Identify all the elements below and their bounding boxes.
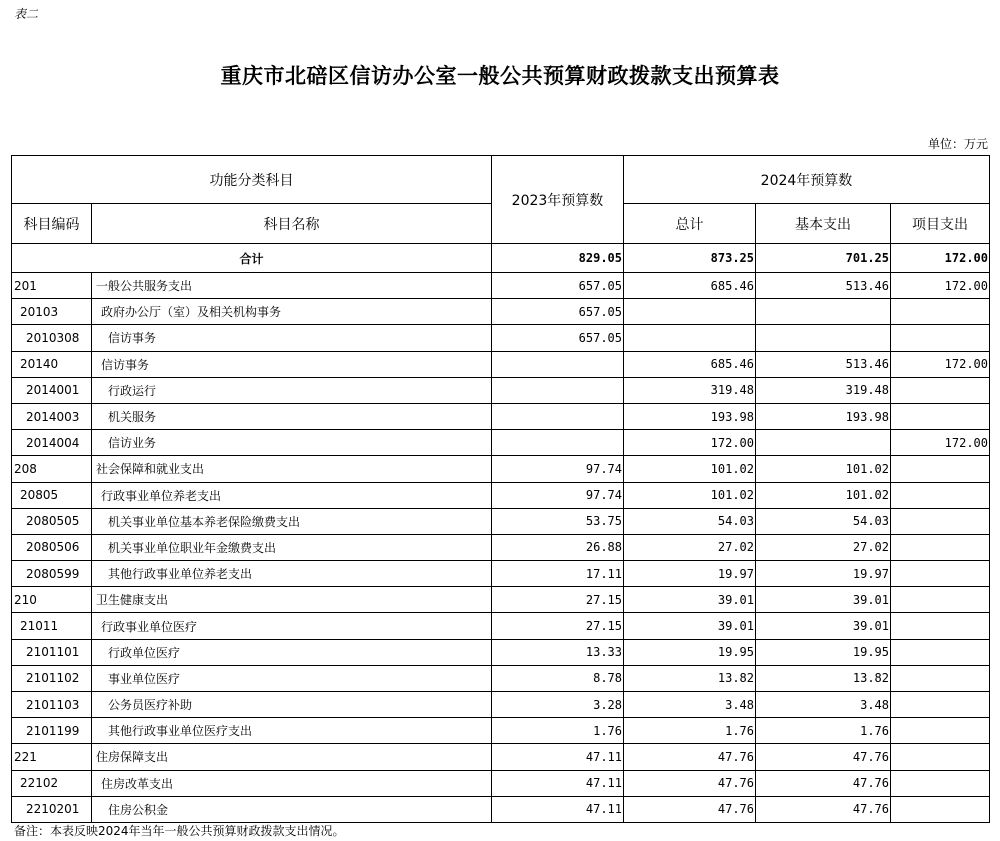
row-project xyxy=(891,770,990,796)
row-basic: 47.76 xyxy=(756,770,891,796)
table-row xyxy=(12,273,990,299)
row-code: 210 xyxy=(12,587,92,613)
row-total: 39.01 xyxy=(624,613,756,639)
row-basic xyxy=(756,299,891,325)
row-total: 172.00 xyxy=(624,430,756,456)
row-project xyxy=(891,665,990,691)
table-row xyxy=(12,692,990,718)
row-total: 685.46 xyxy=(624,351,756,377)
table-row xyxy=(12,718,990,744)
row-b2023: 657.05 xyxy=(492,273,624,299)
row-name: 行政单位医疗 xyxy=(92,639,492,665)
row-name: 信访业务 xyxy=(92,430,492,456)
row-project xyxy=(891,534,990,560)
row-b2023: 17.11 xyxy=(492,561,624,587)
row-name: 信访事务 xyxy=(92,351,492,377)
row-name: 行政运行 xyxy=(92,377,492,403)
total-basic: 701.25 xyxy=(756,244,891,273)
total-b2023: 829.05 xyxy=(492,244,624,273)
row-basic: 54.03 xyxy=(756,508,891,534)
row-total: 685.46 xyxy=(624,273,756,299)
row-name: 住房公积金 xyxy=(92,796,492,822)
header-name: 科目名称 xyxy=(92,204,492,244)
row-project xyxy=(891,613,990,639)
row-code: 2080506 xyxy=(12,534,92,560)
total-project: 172.00 xyxy=(891,244,990,273)
table-row xyxy=(12,770,990,796)
row-b2023: 27.15 xyxy=(492,613,624,639)
row-basic: 513.46 xyxy=(756,273,891,299)
row-basic: 39.01 xyxy=(756,587,891,613)
row-b2023 xyxy=(492,351,624,377)
row-name: 信访事务 xyxy=(92,325,492,351)
row-b2023: 27.15 xyxy=(492,587,624,613)
row-code: 2014003 xyxy=(12,403,92,429)
table-row xyxy=(12,796,990,822)
row-total: 101.02 xyxy=(624,482,756,508)
row-total: 193.98 xyxy=(624,403,756,429)
row-total: 19.97 xyxy=(624,561,756,587)
row-code: 2101199 xyxy=(12,718,92,744)
table-row xyxy=(12,561,990,587)
row-project xyxy=(891,639,990,665)
row-name: 卫生健康支出 xyxy=(92,587,492,613)
row-name: 行政事业单位养老支出 xyxy=(92,482,492,508)
row-basic: 47.76 xyxy=(756,744,891,770)
table-row xyxy=(12,482,990,508)
row-total: 39.01 xyxy=(624,587,756,613)
row-code: 2010308 xyxy=(12,325,92,351)
row-b2023: 97.74 xyxy=(492,482,624,508)
header-total: 总计 xyxy=(624,204,756,244)
row-b2023: 13.33 xyxy=(492,639,624,665)
row-b2023: 8.78 xyxy=(492,665,624,691)
page-title: 重庆市北碚区信访办公室一般公共预算财政拨款支出预算表 xyxy=(220,64,780,88)
table-row xyxy=(12,403,990,429)
row-b2023: 26.88 xyxy=(492,534,624,560)
table-row xyxy=(12,377,990,403)
table-row xyxy=(12,430,990,456)
row-total: 47.76 xyxy=(624,770,756,796)
row-code: 2014004 xyxy=(12,430,92,456)
header-project: 项目支出 xyxy=(891,204,990,244)
row-basic: 27.02 xyxy=(756,534,891,560)
row-code: 21011 xyxy=(12,613,92,639)
row-project xyxy=(891,377,990,403)
row-name: 行政事业单位医疗 xyxy=(92,613,492,639)
table-row xyxy=(12,665,990,691)
row-project: 172.00 xyxy=(891,273,990,299)
row-total: 19.95 xyxy=(624,639,756,665)
row-basic: 101.02 xyxy=(756,456,891,482)
row-project xyxy=(891,796,990,822)
header-budget-2024: 2024年预算数 xyxy=(624,156,990,204)
row-b2023: 47.11 xyxy=(492,796,624,822)
header-basic: 基本支出 xyxy=(756,204,891,244)
row-code: 20140 xyxy=(12,351,92,377)
table-row xyxy=(12,534,990,560)
row-total: 319.48 xyxy=(624,377,756,403)
row-name: 其他行政事业单位医疗支出 xyxy=(92,718,492,744)
row-b2023: 657.05 xyxy=(492,325,624,351)
header-code: 科目编码 xyxy=(12,204,92,244)
row-basic: 47.76 xyxy=(756,796,891,822)
table-row xyxy=(12,508,990,534)
row-project xyxy=(891,744,990,770)
row-b2023 xyxy=(492,403,624,429)
row-total xyxy=(624,325,756,351)
row-total: 47.76 xyxy=(624,744,756,770)
row-code: 2101102 xyxy=(12,665,92,691)
row-b2023 xyxy=(492,377,624,403)
row-code: 2080599 xyxy=(12,561,92,587)
row-project xyxy=(891,587,990,613)
row-code: 221 xyxy=(12,744,92,770)
row-b2023: 47.11 xyxy=(492,744,624,770)
row-name: 机关事业单位基本养老保险缴费支出 xyxy=(92,508,492,534)
row-basic xyxy=(756,325,891,351)
row-total: 47.76 xyxy=(624,796,756,822)
table-row xyxy=(12,744,990,770)
row-basic: 3.48 xyxy=(756,692,891,718)
row-code: 2101101 xyxy=(12,639,92,665)
row-code: 2210201 xyxy=(12,796,92,822)
row-b2023: 53.75 xyxy=(492,508,624,534)
row-total: 1.76 xyxy=(624,718,756,744)
row-b2023: 47.11 xyxy=(492,770,624,796)
row-code: 2080505 xyxy=(12,508,92,534)
row-total: 13.82 xyxy=(624,665,756,691)
row-basic: 101.02 xyxy=(756,482,891,508)
unit-label: 单位：万元 xyxy=(927,137,988,151)
row-basic: 319.48 xyxy=(756,377,891,403)
row-b2023: 3.28 xyxy=(492,692,624,718)
row-basic: 193.98 xyxy=(756,403,891,429)
row-total: 101.02 xyxy=(624,456,756,482)
row-project xyxy=(891,325,990,351)
row-project xyxy=(891,482,990,508)
table-number: 表二 xyxy=(14,7,39,21)
row-project xyxy=(891,299,990,325)
table-row xyxy=(12,351,990,377)
total-total: 873.25 xyxy=(624,244,756,273)
row-code: 22102 xyxy=(12,770,92,796)
row-code: 201 xyxy=(12,273,92,299)
row-b2023 xyxy=(492,430,624,456)
table-row xyxy=(12,613,990,639)
row-name: 机关服务 xyxy=(92,403,492,429)
row-basic xyxy=(756,430,891,456)
row-code: 2101103 xyxy=(12,692,92,718)
row-total: 27.02 xyxy=(624,534,756,560)
total-label: 合计 xyxy=(12,244,492,273)
table-row xyxy=(12,587,990,613)
row-b2023: 97.74 xyxy=(492,456,624,482)
row-project xyxy=(891,718,990,744)
row-name: 住房保障支出 xyxy=(92,744,492,770)
header-budget-2023: 2023年预算数 xyxy=(492,156,624,244)
row-b2023: 657.05 xyxy=(492,299,624,325)
row-code: 2014001 xyxy=(12,377,92,403)
row-name: 政府办公厅（室）及相关机构事务 xyxy=(92,299,492,325)
row-project: 172.00 xyxy=(891,430,990,456)
row-basic: 13.82 xyxy=(756,665,891,691)
total-row xyxy=(12,244,990,273)
row-name: 住房改革支出 xyxy=(92,770,492,796)
row-project xyxy=(891,561,990,587)
row-name: 事业单位医疗 xyxy=(92,665,492,691)
row-b2023: 1.76 xyxy=(492,718,624,744)
table-row xyxy=(12,325,990,351)
row-basic: 513.46 xyxy=(756,351,891,377)
row-project xyxy=(891,508,990,534)
table-row xyxy=(12,456,990,482)
row-code: 20805 xyxy=(12,482,92,508)
row-project xyxy=(891,692,990,718)
row-code: 208 xyxy=(12,456,92,482)
row-name: 公务员医疗补助 xyxy=(92,692,492,718)
row-basic: 19.97 xyxy=(756,561,891,587)
row-total xyxy=(624,299,756,325)
row-name: 机关事业单位职业年金缴费支出 xyxy=(92,534,492,560)
footnote: 备注：本表反映2024年当年一般公共预算财政拨款支出情况。 xyxy=(14,824,345,838)
row-project: 172.00 xyxy=(891,351,990,377)
table-row xyxy=(12,639,990,665)
header-func-category: 功能分类科目 xyxy=(12,156,492,204)
row-basic: 19.95 xyxy=(756,639,891,665)
row-code: 20103 xyxy=(12,299,92,325)
row-basic: 39.01 xyxy=(756,613,891,639)
row-total: 3.48 xyxy=(624,692,756,718)
row-name: 一般公共服务支出 xyxy=(92,273,492,299)
row-total: 54.03 xyxy=(624,508,756,534)
row-project xyxy=(891,403,990,429)
row-name: 其他行政事业单位养老支出 xyxy=(92,561,492,587)
budget-table xyxy=(11,155,990,823)
row-basic: 1.76 xyxy=(756,718,891,744)
row-project xyxy=(891,456,990,482)
row-name: 社会保障和就业支出 xyxy=(92,456,492,482)
table-row xyxy=(12,299,990,325)
